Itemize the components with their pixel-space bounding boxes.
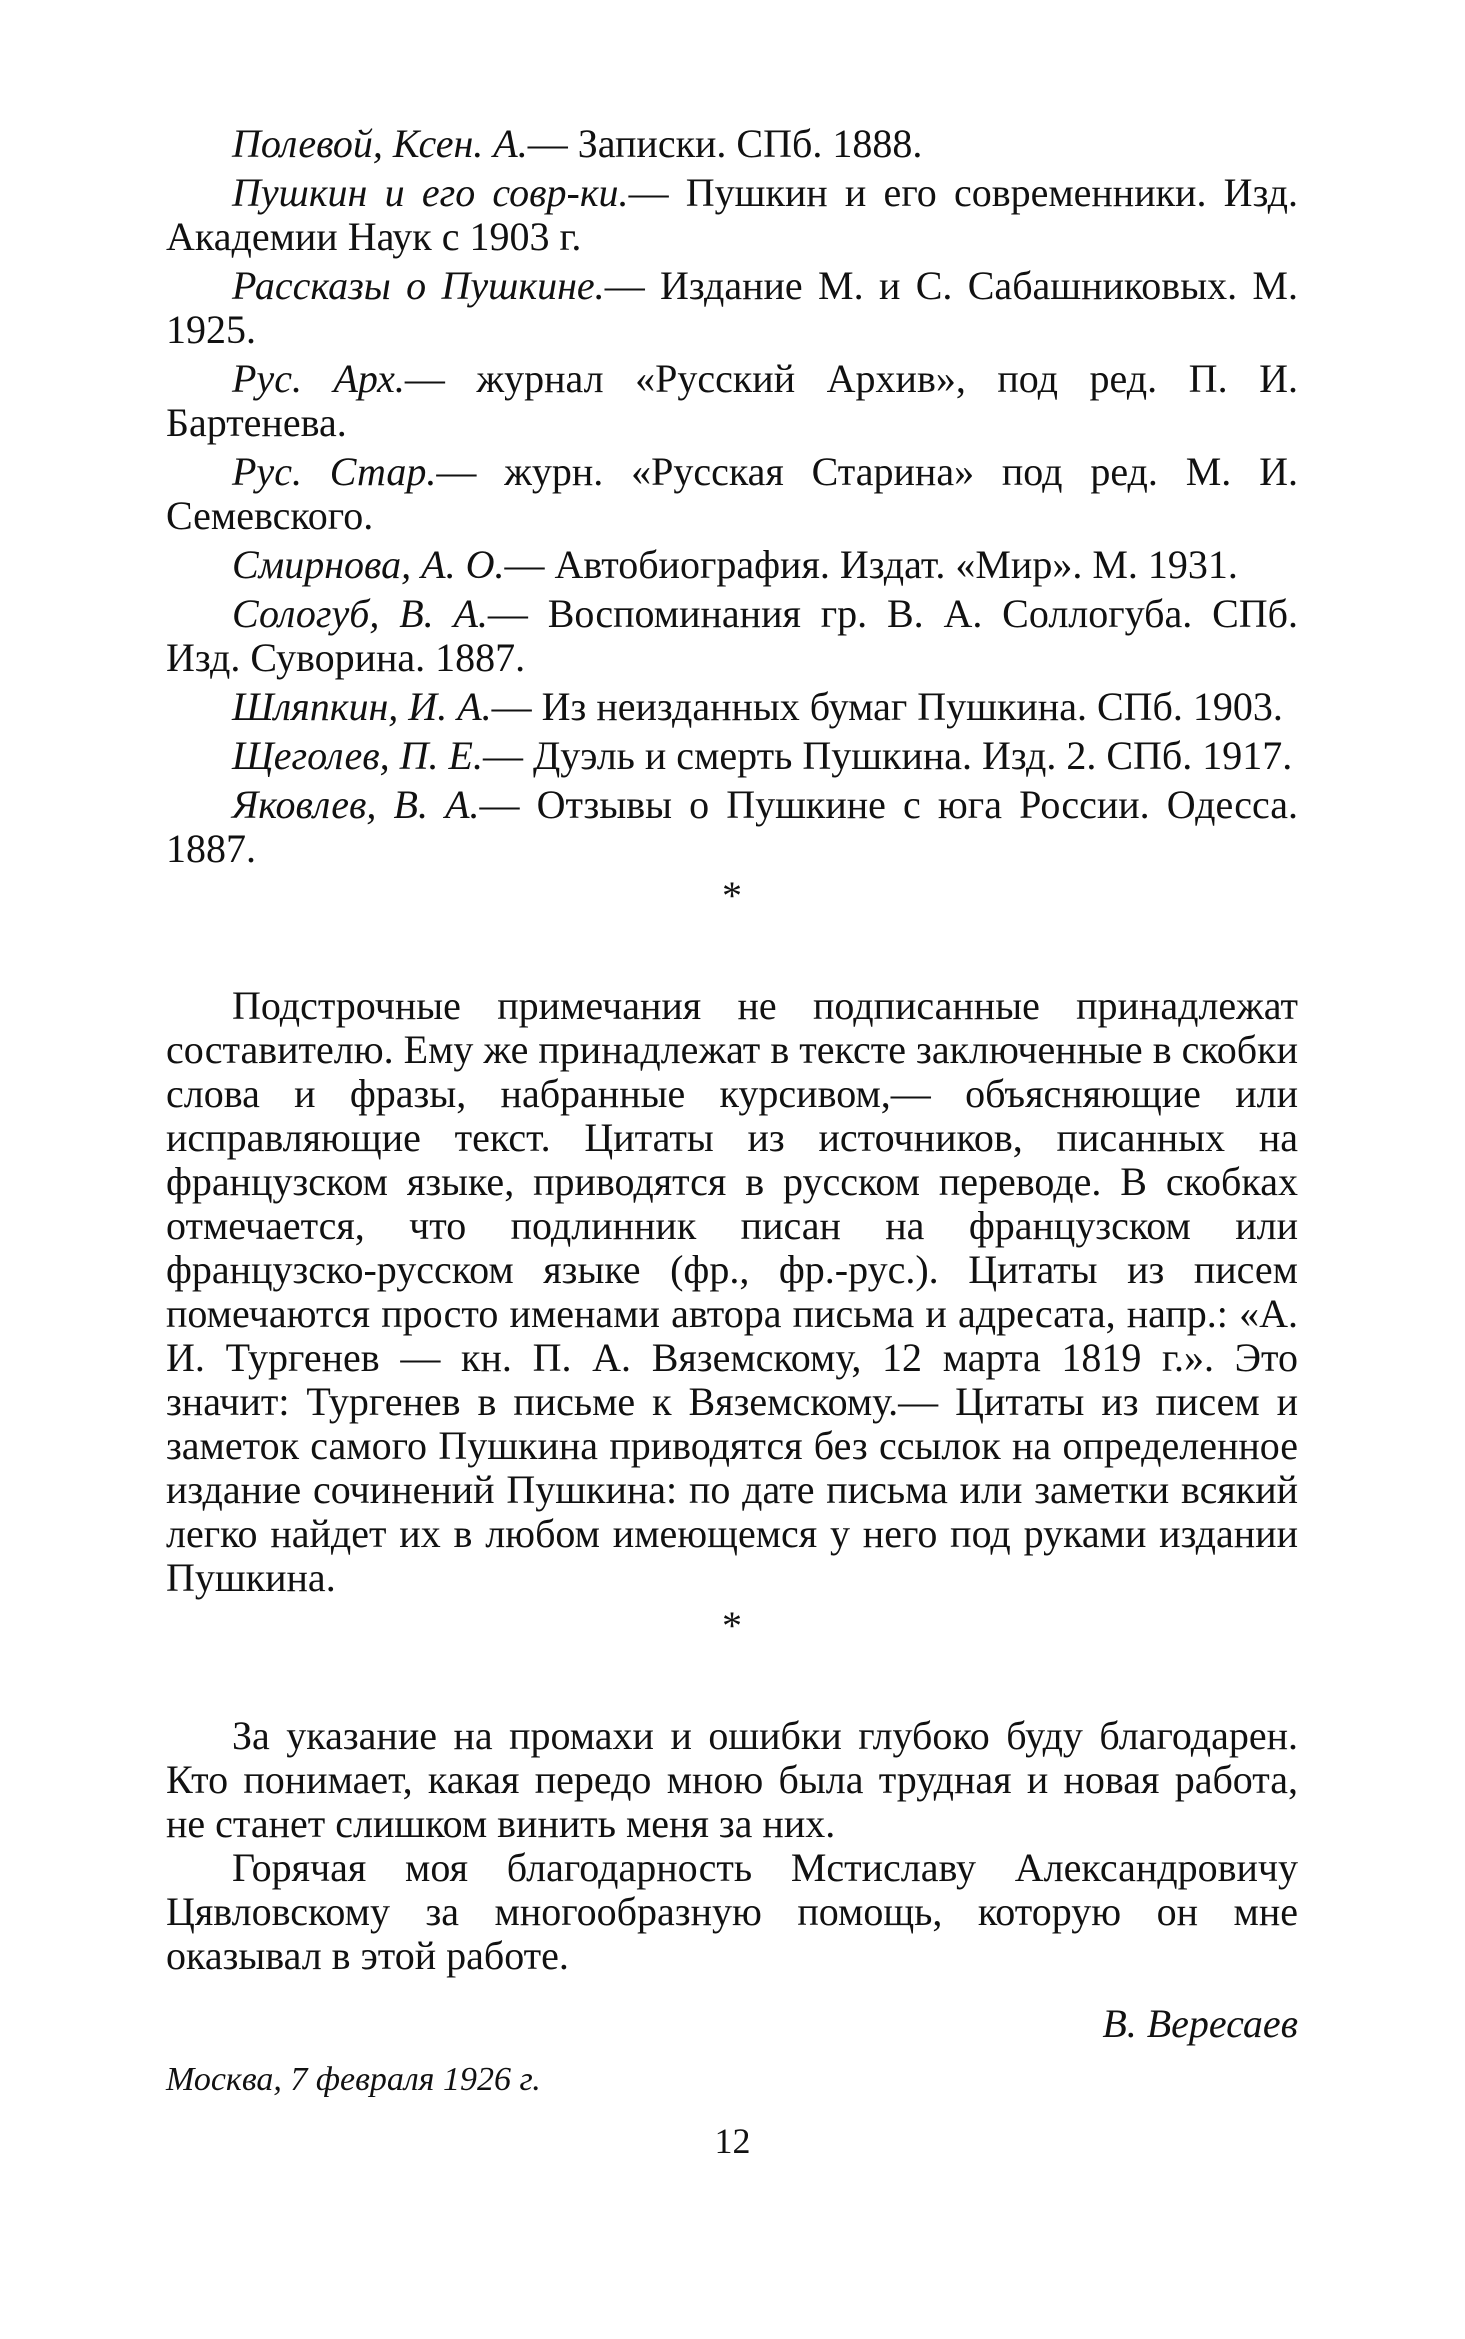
page-number: 12 <box>714 2121 751 2161</box>
bibliography-entry <box>166 357 1298 445</box>
bibliography-author: Полевой, Ксен. А. <box>232 121 528 166</box>
bibliography-entry <box>166 171 1298 259</box>
bibliography-entry <box>166 543 1298 587</box>
notes-paragraph: Подстрочные примечания не подписанные принадлежат составителю. Ему же принадлежат в тексте заключенные в скобки слова и фразы, набранные курсивом,— объясняющие или исправляющие текст. Цитаты из источников, писанных на французском языке, приводятся в русском переводе. В скобках отмечается, что подлинник писан на французском или французско-русском языке (фр., фр.-рус.). Цитаты из писем помечаются просто именами автора письма и адресата, напр.: «А. И. Тургенев — кн. П. А. Вяземскому, 12 марта 1819 г.». Это значит: Тургенев в письме к Вяземскому.— Цитаты из писем и заметок самого Пушкина приводятся без ссылок на определенное издание сочинений Пушкина: по дате письма или заметки всякий легко найдет их в любом имеющемся у него под руками издании Пушкина. <box>166 983 1298 1600</box>
bibliography-author: Сологуб, В. А. <box>232 591 488 636</box>
bibliography-entry <box>166 264 1298 352</box>
page-content <box>166 122 1298 2102</box>
bibliography-entry <box>166 450 1298 538</box>
bibliography-entry <box>166 122 1298 166</box>
bibliography-text: — журнал «Русский Архив», под ред. П. И. Бартенева. <box>166 356 1299 445</box>
bibliography-author: Рус. Стар. <box>232 449 437 494</box>
bibliography-text: — Из неизданных бумаг Пушкина. СПб. 1903. <box>491 684 1283 729</box>
bibliography-text: — Издание М. и С. Сабашниковых. М. 1925. <box>166 263 1298 352</box>
closing-paragraph: Горячая моя благодарность Мстиславу Александровичу Цявловскому за многообразную помощь, которую он мне оказывал в этой работе. <box>166 1845 1298 1978</box>
bibliography-author: Смирнова, А. О. <box>232 542 505 587</box>
bibliography-author: Рус. Арх. <box>232 356 405 401</box>
bibliography-text: — Пушкин и его современники. Изд. Академии Наук с 1903 г. <box>166 170 1298 259</box>
section-separator: * <box>722 873 742 918</box>
bibliography-entry <box>166 734 1298 778</box>
bibliography-entry <box>166 783 1298 871</box>
bibliography-author: Шляпкин, И. А. <box>232 684 492 729</box>
bibliography-text: — Записки. СПб. 1888. <box>527 121 923 166</box>
author-signature: В. Вересаев <box>1102 2001 1298 2046</box>
bibliography-author: Яковлев, В. А. <box>232 782 480 827</box>
bibliography-list <box>166 122 1298 871</box>
place-date: Москва, 7 февраля 1926 г. <box>166 2061 541 2098</box>
bibliography-author: Щеголев, П. Е. <box>232 733 483 778</box>
bibliography-text: — Отзывы о Пушкине с юга России. Одесса. 1887. <box>166 782 1298 871</box>
bibliography-author: Пушкин и его совр-ки. <box>232 170 629 215</box>
section-separator: * <box>722 1603 742 1648</box>
bibliography-entry <box>166 592 1298 680</box>
bibliography-author: Рассказы о Пушкине. <box>232 263 605 308</box>
bibliography-text: — Воспоминания гр. В. А. Соллогуба. СПб. Изд. Суворина. 1887. <box>166 591 1298 680</box>
bibliography-entry <box>166 685 1298 729</box>
bibliography-text: — журн. «Русская Старина» под ред. М. И. Семевского. <box>166 449 1299 538</box>
bibliography-text: — Автобиография. Издат. «Мир». М. 1931. <box>504 542 1238 587</box>
closing-paragraph: За указание на промахи и ошибки глубоко буду благодарен. Кто понимает, какая передо мною была трудная и новая работа, не станет слишком винить меня за них. <box>166 1713 1298 1846</box>
bibliography-text: — Дуэль и смерть Пушкина. Изд. 2. СПб. 1917. <box>482 733 1293 778</box>
